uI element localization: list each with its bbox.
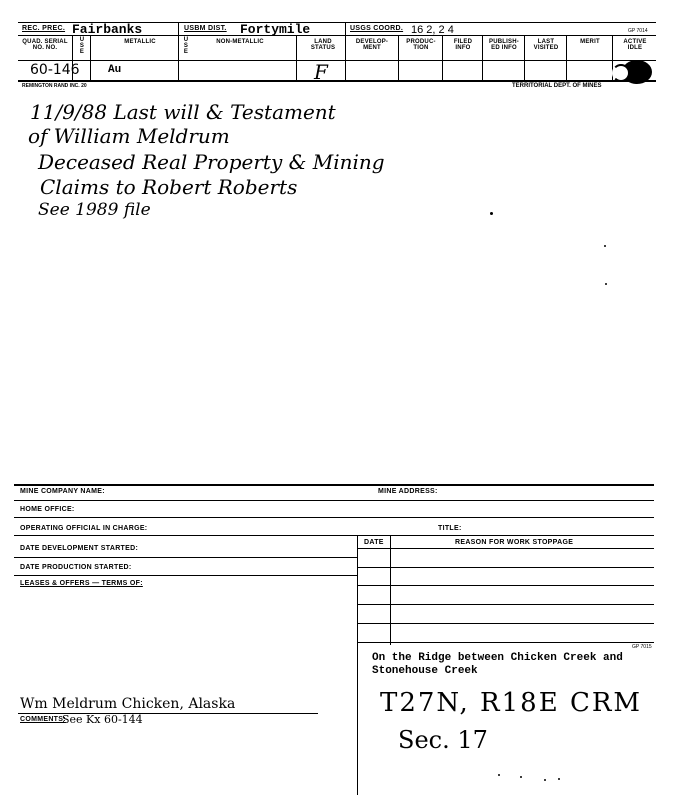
rule <box>14 535 654 536</box>
date-production-label: DATE PRODUCTION STARTED: <box>20 564 132 571</box>
speck <box>498 774 500 776</box>
rule <box>357 642 654 643</box>
note-line-2: of William Meldrum <box>28 124 230 148</box>
speck <box>604 245 606 247</box>
punch-hole <box>612 64 630 82</box>
rule <box>14 557 357 558</box>
divider <box>398 35 399 80</box>
col-non-metallic: NON-METALLIC <box>216 39 264 45</box>
col-active-idle: ACTIVE IDLE <box>623 39 647 51</box>
rec-prec-value: Fairbanks <box>72 22 143 37</box>
note-line-5: See 1989 file <box>38 200 151 220</box>
divider <box>296 35 297 80</box>
col-production: PRODUC-TION <box>406 39 436 51</box>
divider <box>345 22 346 80</box>
rule <box>357 623 654 624</box>
usbm-dist-value: Fortymile <box>240 22 311 37</box>
divider <box>524 35 525 80</box>
mine-address-label: MINE ADDRESS: <box>378 488 438 495</box>
metallic-value: Au <box>108 64 122 76</box>
leases-label: LEASES & OFFERS — TERMS OF: <box>20 580 143 587</box>
divider <box>90 35 91 80</box>
divider <box>566 35 567 80</box>
note-line-1: 11/9/88 Last will & Testament <box>30 100 336 124</box>
usgs-coord-value: 16 2, 2 4 <box>411 24 454 36</box>
rule <box>14 500 654 501</box>
rule <box>357 604 654 605</box>
speck <box>490 212 493 215</box>
usbm-dist-label: USBM DIST. <box>184 25 227 32</box>
speck <box>520 776 522 778</box>
form-number: GP 7014 <box>628 28 648 34</box>
col-development: DEVELOP-MENT <box>355 39 389 51</box>
rule <box>357 548 654 549</box>
date-col-label: DATE <box>364 539 384 546</box>
col-last-visited: LAST VISITED <box>533 39 559 51</box>
comments-value: See Kx 60-144 <box>62 713 143 726</box>
col-merit: MERIT <box>580 39 600 45</box>
location-text: On the Ridge between Chicken Creek and Stonehouse Creek <box>372 652 623 677</box>
date-development-label: DATE DEVELOPMENT STARTED: <box>20 545 139 552</box>
col-quad-serial: QUAD. SERIAL NO. NO. <box>22 39 68 51</box>
col-filed-info: FILED INFO <box>453 39 473 51</box>
divider <box>357 535 358 645</box>
printer-mark: REMINGTON RAND INC. 20 <box>22 83 87 89</box>
comments-label: COMMENTS: <box>20 716 66 723</box>
serial-value: 60-146 <box>30 62 80 78</box>
home-office-label: HOME OFFICE: <box>20 506 75 513</box>
speck <box>544 779 546 781</box>
land-status-value: F <box>314 60 328 84</box>
lower-top-rule <box>14 484 654 486</box>
col-metallic: METALLIC <box>124 39 156 45</box>
township-range: T27N, R18E CRM <box>380 688 643 718</box>
divider <box>357 645 358 795</box>
divider <box>442 35 443 80</box>
speck <box>558 778 560 780</box>
usgs-coord-label: USGS COORD. <box>350 25 404 32</box>
col-use-2: U S E <box>183 37 189 55</box>
title-label: TITLE: <box>438 525 462 532</box>
col-land-status: LAND STATUS <box>310 39 336 51</box>
note-line-4: Claims to Robert Roberts <box>40 175 298 199</box>
col-published-info: PUBLISH-ED INFO <box>489 39 519 51</box>
operating-official-label: OPERATING OFFICIAL IN CHARGE: <box>20 525 148 532</box>
note-line-3: Deceased Real Property & Mining <box>38 150 385 174</box>
speck <box>605 283 607 285</box>
header-bottom-rule <box>18 80 656 82</box>
header-row2-rule <box>18 60 656 61</box>
dept-mark: TERRITORIAL DEPT. OF MINES <box>512 83 602 89</box>
divider <box>390 535 391 645</box>
reason-col-label: REASON FOR WORK STOPPAGE <box>455 539 574 546</box>
rule <box>357 585 654 586</box>
divider <box>482 35 483 80</box>
rule <box>14 575 357 576</box>
rule <box>14 517 654 518</box>
mine-company-name-label: MINE COMPANY NAME: <box>20 488 105 495</box>
col-use: U S E <box>79 37 85 55</box>
signature-line: Wm Meldrum Chicken, Alaska <box>20 696 236 712</box>
rule <box>357 567 654 568</box>
form-number-2: GP 7015 <box>632 644 652 650</box>
rec-prec-label: REC. PREC. <box>22 25 66 32</box>
divider <box>178 22 179 80</box>
section-number: Sec. 17 <box>398 726 488 754</box>
